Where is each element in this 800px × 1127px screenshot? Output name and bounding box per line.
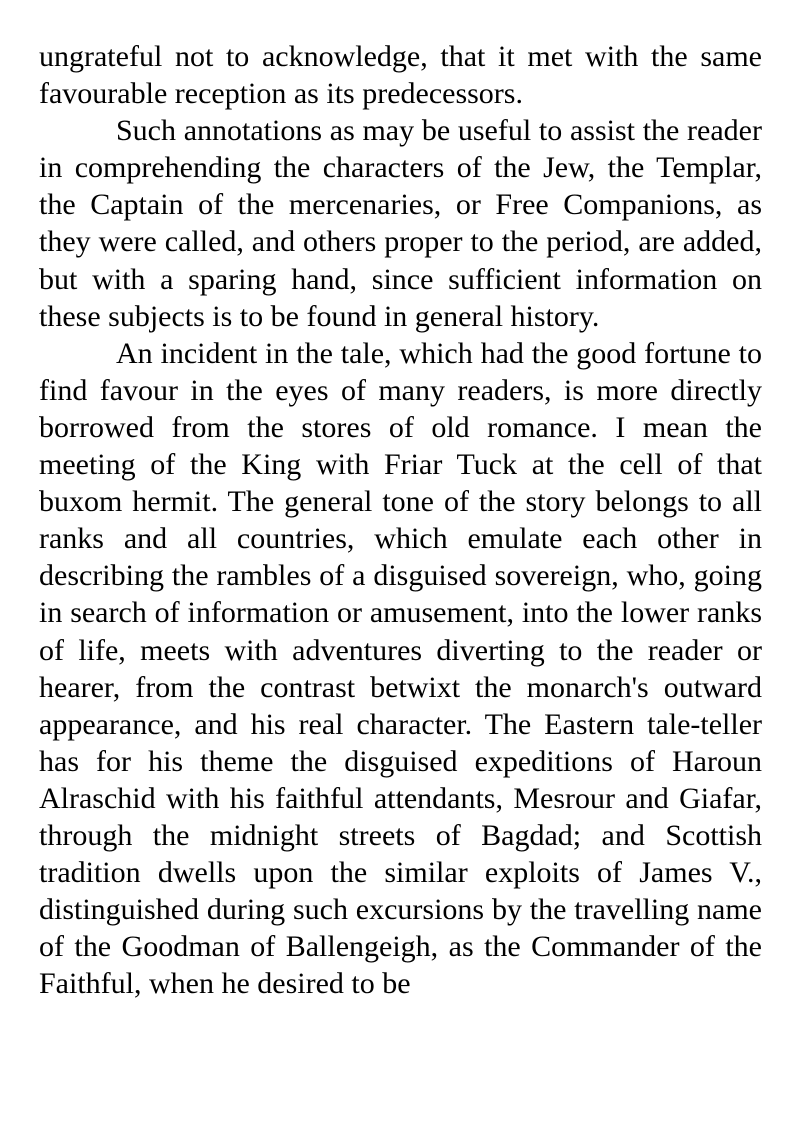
paragraph-annotations: Such annotations as may be useful to assist the reader in comprehending the characters of the Jew, the Templar, the Captain of the mercenaries, or Free Companions, as they were called, and others proper to the period, are added, but with a sparing hand, since sufficient information on these subjects is to be found in general history. xyxy=(39,114,762,333)
paragraph-incident: An incident in the tale, which had the good fortune to find favour in the eyes of many readers, is more directly borrowed from the stores of old romance. I mean the meeting of the King with Friar Tuck at the cell of that buxom hermit. The general tone of the story belongs to all ranks and all countries, which emulate each other in describing the rambles of a disguised sovereign, who, going in search of information or amusement, into the lower ranks of life, meets with adventures diverting to the reader or hearer, from the contrast betwixt the monarch's outward appearance, and his real character. The Eastern tale-teller has for his theme the disguised expeditions of Haroun Alraschid with his faithful attendants, Mesrour and Giafar, through the midnight streets of Bagdad; and Scottish tradition dwells upon the similar exploits of James V., distinguished during such excursions by the travelling name of the Goodman of Ballengeigh, as the Commander of the Faithful, when he desired to be xyxy=(39,336,762,1001)
book-page xyxy=(39,38,762,1002)
paragraph-continuation: ungrateful not to acknowledge, that it met with the same favourable reception as its predecessors. xyxy=(39,40,762,111)
